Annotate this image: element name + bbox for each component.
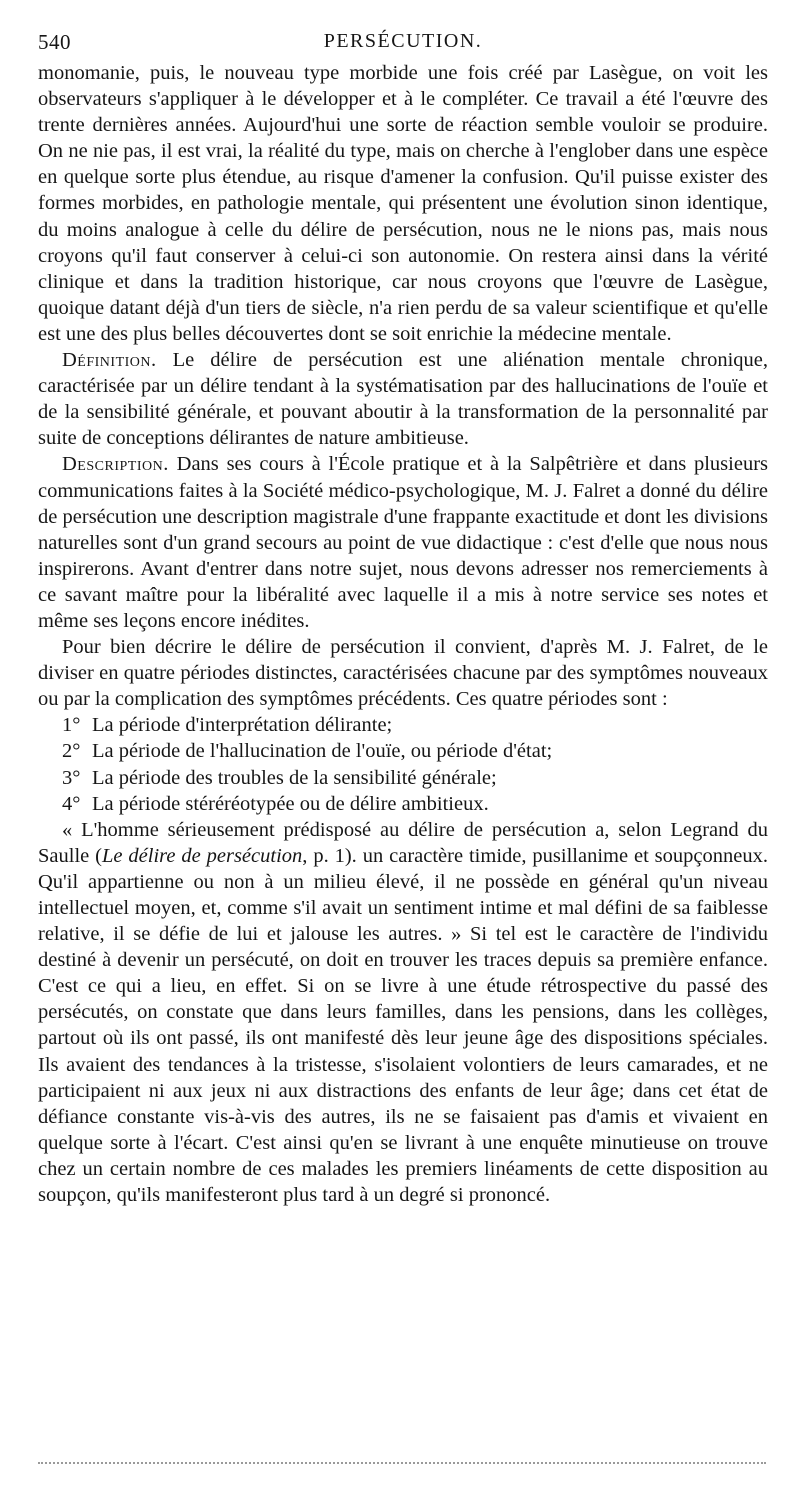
quote-text-rest: , p. 1). un caractère timide, pusillanime et soupçonneux. Qu'il appartienne ou non à un milieu élevé, il ne possède en général qu'un niveau intellectuel moyen, et, comme s'il avait un sentiment intime et mal défini de sa faiblesse relative, il se défie de lui et jalouse les autres. » Si tel est le caractère de l'individu destiné à devenir un persécuté, on doit en trouver les traces depuis sa première enfance. C'est ce qui a lieu, en effet. Si on se livre à une étude rétrospective du passé des persécutés, on constate que dans leurs familles, dans les pensions, dans les collèges, partout où ils ont passé, ils ont manifesté dès leur jeune âge des dispositions spéciales. Ils avaient des tendances à la tristesse, s'isolaient volontiers de leurs camarades, et ne participaient ni aux jeux ni aux distractions des enfants de leur âge; dans cet état de défiance constante vis-à-vis des autres, ils ne se faisaient pas d'amis et vivaient en quelque sorte à l'écart. C'est ainsi qu'en se livrant à une enquête minutieuse on trouve chez un certain nombre de ces malades les premiers linéaments de cette disposition au soupçon, qu'ils manifesteront plus tard à un degré si prononcé.	[38, 844, 768, 1207]
definition-text: Le délire de persécution est une aliénation mentale chronique, caractérisée par un délire tendant à la systématisation par des hallucinations de l'ouïe et de la sensibilité générale, et pouvant aboutir à la transformation de la personnalité par suite de conceptions délirantes de nature ambitieuse.	[38, 349, 769, 450]
period-item	[38, 791, 768, 817]
quote-paragraph	[38, 817, 768, 1208]
period-item	[38, 738, 768, 764]
page-number: 540	[38, 30, 71, 54]
intro-paragraph: monomanie, puis, le nouveau type morbide une fois créé par Lasègue, on voit les observateurs s'appliquer à le développer et à le compléter. Ce travail a été l'œuvre des trente dernières années. Aujourd'hui une sorte de réaction semble vouloir se produire. On ne nie pas, il est vrai, la réalité du type, mais on cherche à l'englober dans une espèce en quelque sorte plus étendue, au risque d'amener la confusion. Qu'il puisse exister des formes morbides, en pathologie mentale, qui présentent une évolution sinon identique, du moins analogue à celle du délire de persécution, nous ne le nions pas, mais nous croyons qu'il faut conserver à celui-ci son autonomie. On restera ainsi dans la vérité clinique et dans la tradition historique, car nous croyons que l'œuvre de Lasègue, quoique datant déjà d'un tiers de siècle, n'a rien perdu de sa valeur scientifique et qu'elle est une des plus belles découvertes dont se soit enrichie la médecine mentale.	[38, 62, 768, 345]
running-title: PERSÉCUTION.	[323, 30, 483, 52]
period-number: 4°	[62, 792, 81, 815]
period-number: 3°	[62, 766, 81, 789]
body-text	[38, 60, 768, 1208]
description-heading: Description.	[62, 453, 169, 476]
definition-paragraph	[38, 347, 768, 451]
quote-text-start: « L'homme sérieusement prédisposé au délire de persécution a, selon Legrand du Saulle (	[38, 818, 768, 867]
period-item	[38, 712, 768, 738]
description-text: Dans ses cours à l'École pratique et à la Salpêtrière et dans plusieurs communications faites à la Société médico-psychologique, M. J. Falret a donné du délire de persécution une description magistrale d'une frappante exactitude et dont les divisions naturelles sont d'un grand secours au point de vue didactique : c'est d'elle que nous nous inspirerons. Avant d'entrer dans notre sujet, nous devons adresser nos remerciements à ce savant maître pour la libéralité avec laquelle il a mis à notre service ses notes et même ses leçons encore inédites.	[38, 453, 769, 632]
period-item	[38, 765, 768, 791]
page-header	[38, 30, 768, 56]
period-number: 2°	[62, 740, 81, 763]
book-page	[38, 30, 768, 1208]
periods-intro-paragraph: Pour bien décrire le délire de persécution il convient, d'après M. J. Falret, de le diviser en quatre périodes distinctes, caractérisées chacune par des symptômes nouveaux ou par la complication des symptômes précédents. Ces quatre périodes sont :	[38, 636, 768, 711]
period-text: La période d'interprétation délirante;	[92, 714, 393, 737]
period-text: La période des troubles de la sensibilité générale;	[92, 766, 497, 789]
period-text: La période de l'hallucination de l'ouïe, ou période d'état;	[92, 740, 553, 763]
period-number: 1°	[62, 714, 81, 737]
definition-heading: Définition.	[62, 349, 157, 372]
citation-title: Le délire de persécution	[101, 844, 303, 867]
bottom-dotted-rule	[38, 1462, 766, 1464]
period-text: La période stéréréotypée ou de délire ambitieux.	[92, 792, 489, 815]
description-paragraph	[38, 451, 768, 634]
